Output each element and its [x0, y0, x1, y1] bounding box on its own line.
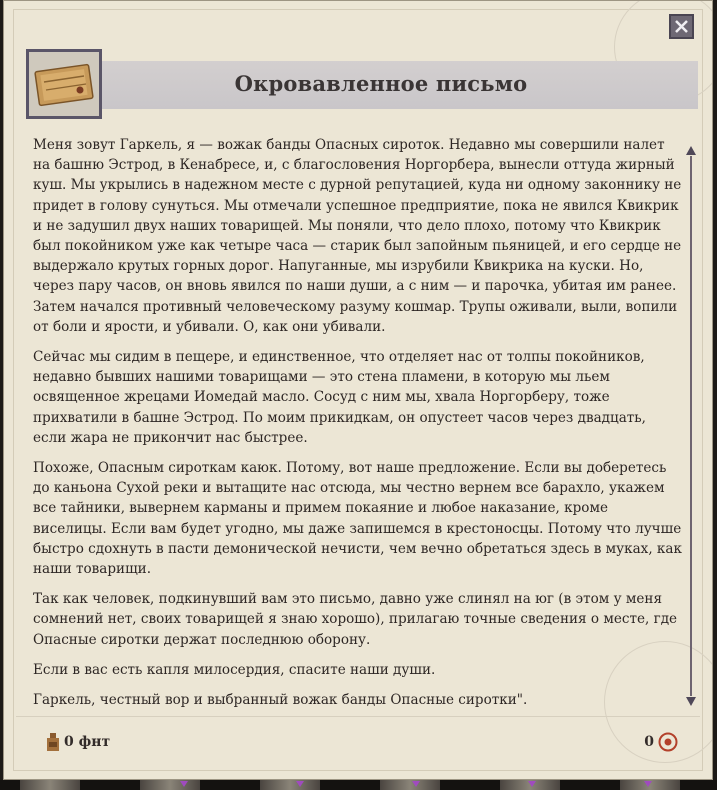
- paragraph-1: Меня зовут Гаркель, я — вожак банды Опасных сироток. Недавно мы совершили налет на башню Эстрод, в Кенабресе, и, с благословения Норгорбера, вынесли оттуда жирный куш. Мы укрылись в надежном месте с дурной репутацией, куда ни одному законнику не придет в голову сунуться. Мы отмечали успешное предприятие, пока не явился Квикрик и не задушил двух наших товарищей. Мы поняли, что дело плохо, потому что Квикрик был покойником уже как четыре часа — старик был запойным пьяницей, и его сердце не выдержало крутых горных дорог. Напуганные, мы изрубили Квикрика на куски. Но, через пару часов, он вновь явился по наши души, а с ним — и парочка, убитая им ранее. Затем начался противный человеческому разуму кошмар. Трупы оживали, выли, вопили от боли и ярости, и убивали. О, как они убивали.: [33, 137, 682, 335]
- paragraph-6: Гаркель, честный вор и выбранный вожак банды Опасные сиротки".: [33, 692, 528, 709]
- paragraph-4: Так как человек, подкинувший вам это письмо, давно уже слинял на юг (в этом у меня сомнений нет, своих товарищей я знаю хорошо), прилагаю точные сведения о месте, где Опасные сиротки держат последнюю оборону.: [33, 591, 678, 648]
- close-button[interactable]: [669, 14, 694, 39]
- party-portrait[interactable]: [140, 780, 200, 790]
- item-window: [3, 0, 713, 780]
- paragraph-2: Сейчас мы сидим в пещере, и единственное, что отделяет нас от толпы покойников, недавно бывших нашими товарищами — это стена пламени, в которую мы льем освященное жрецами Иомедай масло. Сосуд с ним мы, хвала Норгорберу, тоже прихватили в башне Эстрод. По моим прикидкам, он опустеет часов через двадцать, если жара не прикончит нас быстрее.: [33, 349, 646, 446]
- letter-text[interactable]: [33, 135, 683, 710]
- party-marker-icon: [644, 781, 652, 787]
- scrollbar[interactable]: [689, 146, 693, 706]
- party-portrait[interactable]: [380, 780, 440, 790]
- party-portrait[interactable]: [20, 780, 80, 790]
- letter-scroll-icon: [34, 60, 96, 110]
- party-bar: [0, 780, 717, 790]
- party-marker-icon: [412, 781, 420, 787]
- scroll-down-icon[interactable]: [686, 697, 696, 706]
- scrollbar-track[interactable]: [690, 156, 692, 696]
- party-marker-icon: [296, 781, 304, 787]
- item-cost: [644, 731, 678, 753]
- footer-divider: [16, 716, 700, 717]
- item-weight: [46, 731, 110, 753]
- paragraph-5: Если в вас есть капля милосердия, спасите наши души.: [33, 661, 436, 678]
- weight-label: 0 фнт: [64, 734, 111, 750]
- party-marker-icon: [528, 781, 536, 787]
- window-title: Окровавленное письмо: [234, 71, 528, 96]
- header-band: [64, 61, 698, 109]
- item-portrait: [26, 49, 102, 119]
- party-marker-icon: [180, 781, 188, 787]
- coin-icon: [658, 732, 678, 752]
- paragraph-3: Похоже, Опасным сироткам каюк. Потому, вот наше предложение. Если вы доберетесь до каньона Сухой реки и вытащите нас отсюда, мы честно вернем все барахло, укажем все тайники, вывернем карманы и примем покаяние и любое наказание, кроме виселицы. Если вам будет угодно, мы даже запишемся в крестоносцы. Потому что лучше быстро сдохнуть в пасти демонической нечисти, чем вечно обретаться здесь в муках, как наши товарищи.: [33, 460, 682, 578]
- cost-label: 0: [644, 734, 654, 750]
- close-icon: [674, 19, 689, 34]
- weight-icon: [46, 733, 60, 751]
- scroll-up-icon[interactable]: [686, 146, 696, 155]
- party-portrait[interactable]: [260, 780, 320, 790]
